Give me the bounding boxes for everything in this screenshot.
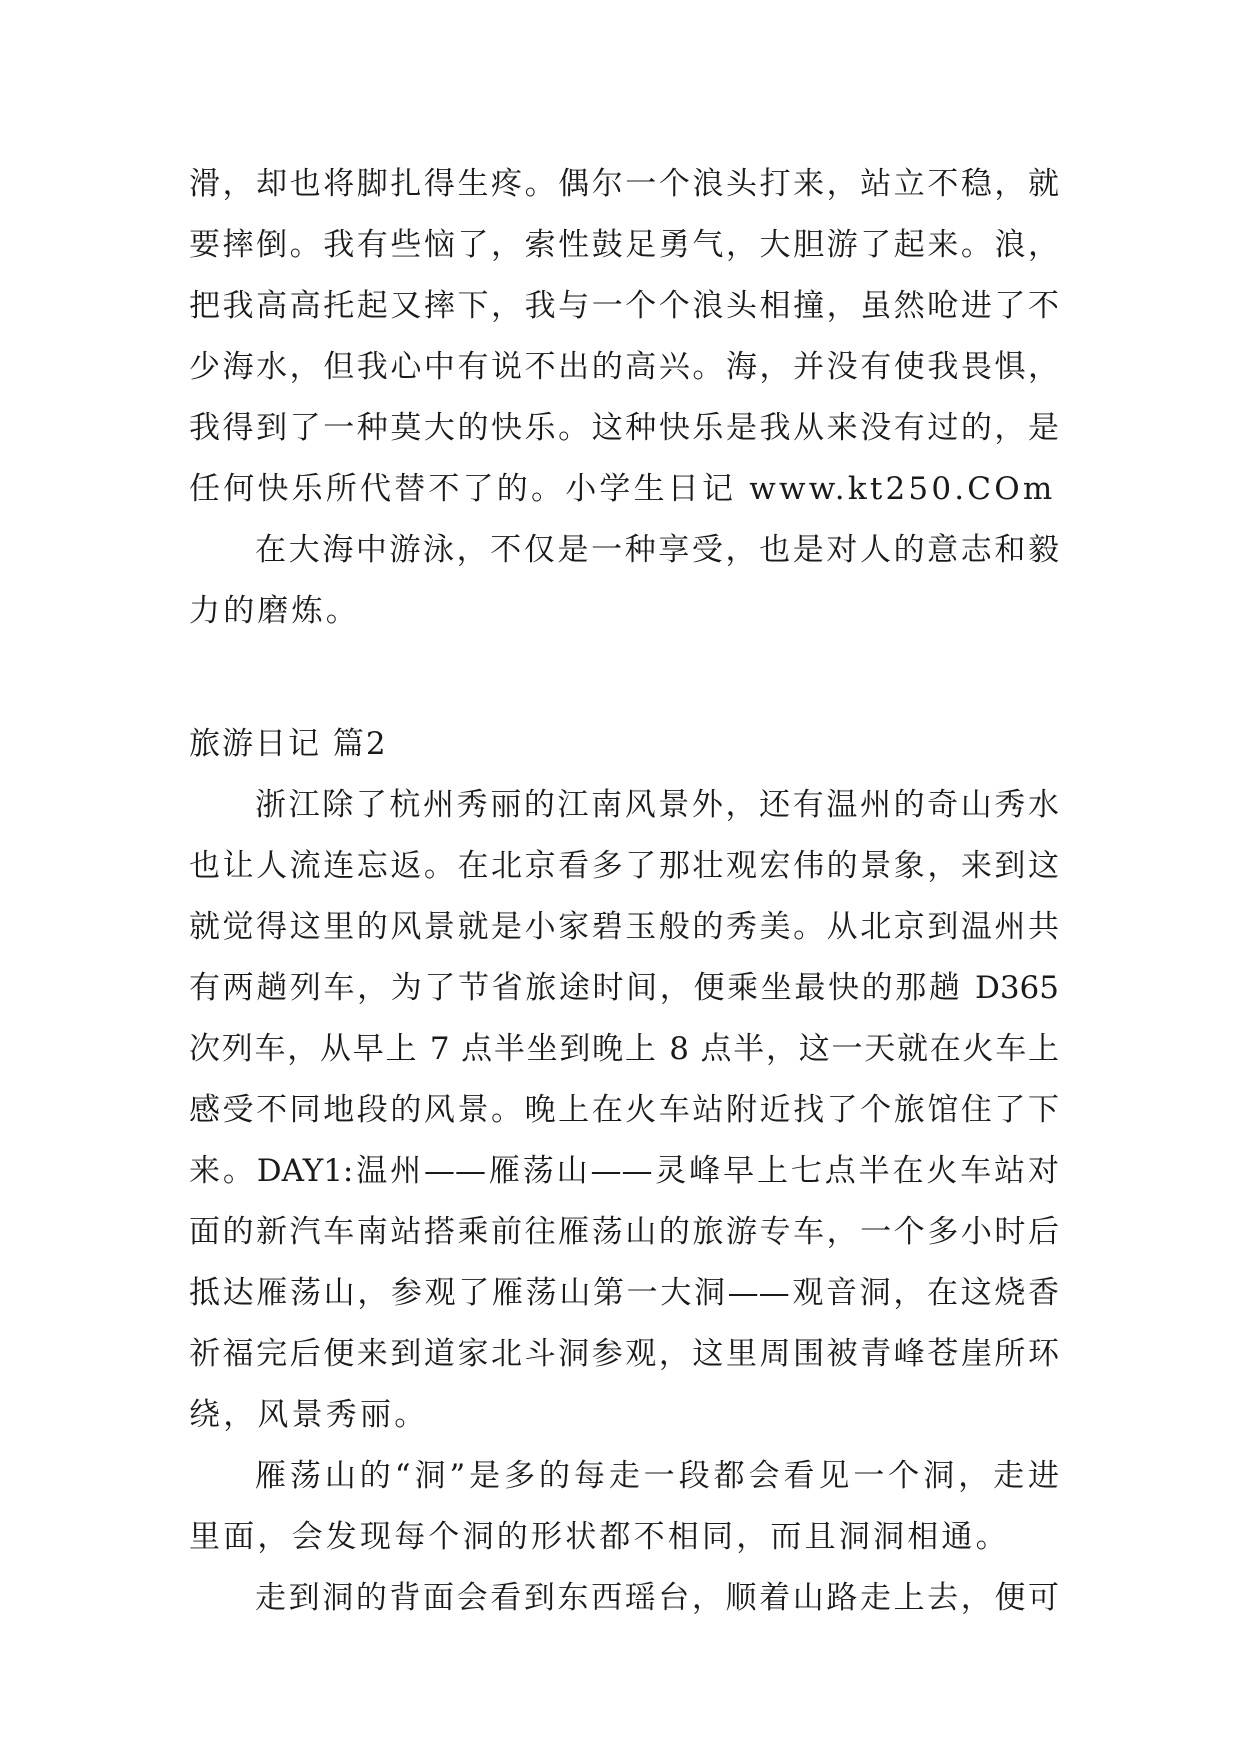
section-gap <box>189 642 1059 714</box>
paragraph <box>189 154 1059 520</box>
text-line: 把我高高托起又摔下，我与一个个浪头相撞，虽然呛进了不 <box>189 288 1059 324</box>
paragraph <box>189 1446 1059 1568</box>
text-line: 来。DAY1:温州——雁荡山——灵峰早上七点半在火车站对 <box>189 1153 1059 1189</box>
section-heading: 旅游日记 篇2 <box>189 726 388 762</box>
text-line: 抵达雁荡山，参观了雁荡山第一大洞——观音洞，在这烧香 <box>189 1275 1059 1311</box>
text-line: 感受不同地段的风景。晚上在火车站附近找了个旅馆住了下 <box>189 1092 1059 1128</box>
text-line: 少海水，但我心中有说不出的高兴。海，并没有使我畏惧， <box>189 349 1059 385</box>
text-line: 要摔倒。我有些恼了，索性鼓足勇气，大胆游了起来。浪， <box>189 227 1059 263</box>
text-line: 就觉得这里的风景就是小家碧玉般的秀美。从北京到温州共 <box>189 909 1059 945</box>
text-line: 里面，会发现每个洞的形状都不相同，而且洞洞相通。 <box>189 1519 1010 1555</box>
paragraph <box>189 775 1059 1446</box>
text-line: 绕，风景秀丽。 <box>189 1397 429 1433</box>
paragraph <box>189 520 1059 642</box>
document-page <box>189 154 1059 1629</box>
text-line: 滑，却也将脚扎得生疼。偶尔一个浪头打来，站立不稳，就 <box>189 166 1059 202</box>
text-line: 在大海中游泳，不仅是一种享受，也是对人的意志和毅 <box>255 532 1059 568</box>
text-line: 有两趟列车，为了节省旅途时间，便乘坐最快的那趟 D365 <box>189 970 1059 1006</box>
text-line: 走到洞的背面会看到东西瑶台，顺着山路走上去，便可 <box>255 1580 1059 1616</box>
text-line: 任何快乐所代替不了的。小学生日记 www.kt250.COm <box>189 471 1056 507</box>
text-line: 面的新汽车南站搭乘前往雁荡山的旅游专车，一个多小时后 <box>189 1214 1059 1250</box>
text-line: 次列车，从早上 7 点半坐到晚上 8 点半，这一天就在火车上 <box>189 1031 1059 1067</box>
text-line: 雁荡山的“洞”是多的每走一段都会看见一个洞，走进 <box>255 1458 1059 1494</box>
paragraph <box>189 1568 1059 1629</box>
text-line: 力的磨炼。 <box>189 593 360 629</box>
text-line: 我得到了一种莫大的快乐。这种快乐是我从来没有过的，是 <box>189 410 1059 446</box>
text-line: 浙江除了杭州秀丽的江南风景外，还有温州的奇山秀水 <box>255 787 1059 823</box>
text-line: 祈福完后便来到道家北斗洞参观，这里周围被青峰苍崖所环 <box>189 1336 1059 1372</box>
text-line: 也让人流连忘返。在北京看多了那壮观宏伟的景象，来到这 <box>189 848 1059 884</box>
